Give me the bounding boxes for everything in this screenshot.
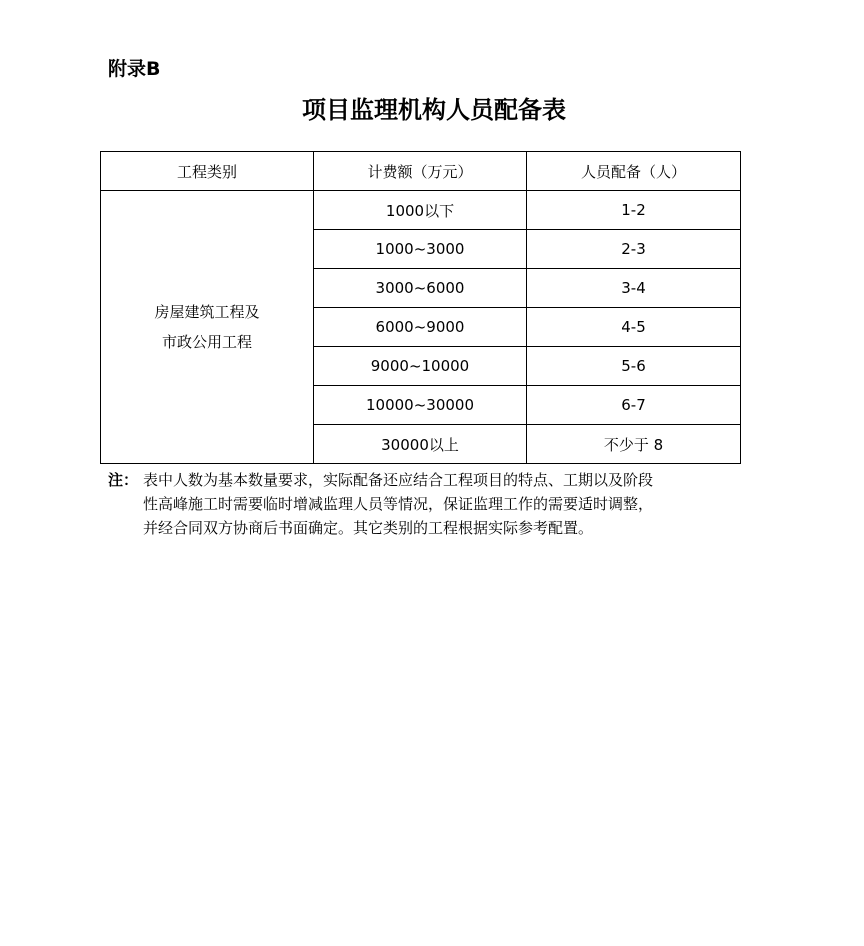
fee-cell: 10000~30000 <box>314 386 527 425</box>
staff-cell: 2-3 <box>527 230 741 269</box>
fee-cell: 1000以下 <box>314 191 527 230</box>
fee-cell: 9000~10000 <box>314 347 527 386</box>
category-cell <box>101 191 314 464</box>
note-label: 注： <box>108 471 139 489</box>
staff-cell: 5-6 <box>527 347 741 386</box>
staff-cell: 不少于 8 <box>527 425 741 464</box>
staffing-table <box>100 151 741 464</box>
staff-cell: 1-2 <box>527 191 741 230</box>
staff-cell: 4-5 <box>527 308 741 347</box>
note-text <box>108 468 758 540</box>
header-staff: 人员配备（人） <box>527 152 741 191</box>
note-line: 表中人数为基本数量要求，实际配备还应结合工程项目的特点、工期以及阶段 <box>143 471 654 489</box>
header-category: 工程类别 <box>101 152 314 191</box>
note-line: 并经合同双方协商后书面确定。其它类别的工程根据实际参考配置。 <box>143 519 594 537</box>
fee-cell: 30000以上 <box>314 425 527 464</box>
staff-cell: 6-7 <box>527 386 741 425</box>
category-line: 市政公用工程 <box>161 333 252 351</box>
table-note <box>108 468 758 540</box>
table-header-row <box>101 152 741 191</box>
appendix-label: 附录B <box>108 58 161 80</box>
header-fee: 计费额（万元） <box>314 152 527 191</box>
note-line: 性高峰施工时需要临时增减监理人员等情况，保证监理工作的需要适时调整， <box>143 495 654 513</box>
page-title: 项目监理机构人员配备表 <box>302 95 566 124</box>
category-line: 房屋建筑工程及 <box>154 303 260 321</box>
fee-cell: 3000~6000 <box>314 269 527 308</box>
staff-cell: 3-4 <box>527 269 741 308</box>
table-row <box>101 191 741 230</box>
fee-cell: 6000~9000 <box>314 308 527 347</box>
fee-cell: 1000~3000 <box>314 230 527 269</box>
